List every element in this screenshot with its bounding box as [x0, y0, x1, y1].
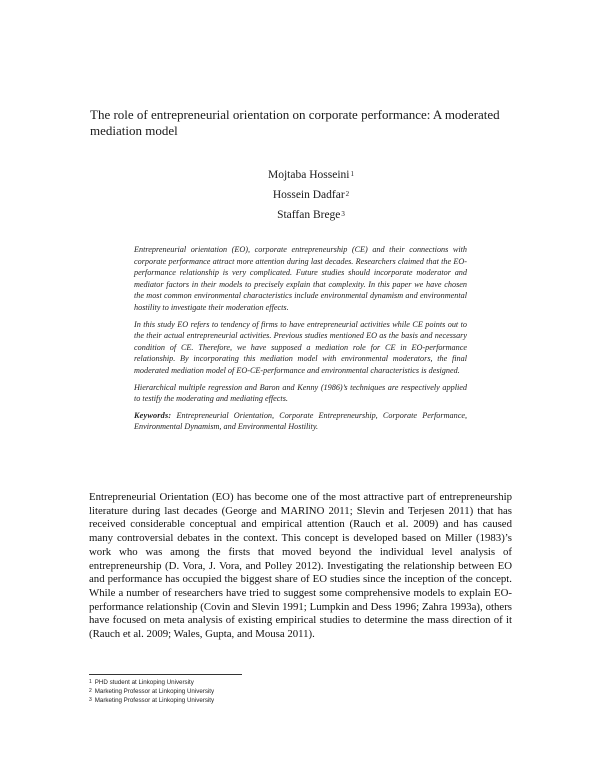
- footnote-text: PHD student at Linkoping University: [94, 679, 194, 686]
- abstract: [134, 244, 467, 438]
- keywords: [134, 410, 467, 433]
- footnote-text: Marketing Professor at Linkoping University: [94, 688, 215, 695]
- abstract-paragraph-3: Hierarchical multiple regression and Baron and Kenny (1986)’s techniques are respectively applied to testify the moderating and mediating effects.: [134, 382, 467, 404]
- footnote-mark: 3: [341, 210, 345, 218]
- footnotes: [89, 678, 389, 705]
- body-text: [89, 491, 512, 642]
- footnote-text: Marketing Professor at Linkoping University: [94, 697, 215, 704]
- footnote-3: [89, 696, 389, 705]
- footnote-mark: 1: [350, 170, 354, 178]
- author-2: [0, 185, 600, 205]
- footnote-mark: 2: [89, 688, 92, 694]
- paper-title: The role of entrepreneurial orientation on corporate performance: A moderated mediation model: [90, 107, 500, 138]
- body-paragraph: Entrepreneurial Orientation (EO) has become one of the most attractive part of entrepreneurship literature during last decades (George and MARINO 2011; Slevin and Terjesen 2011) that has received considerable conceptual and empirical attention (Rauch et al. 2009) and has caused many controversial debates in the context. This concept is developed based on Miller (1983)’s work who was among the firsts that moved beyond the individual level analysis of entrepreneurship (D. Vora, J. Vora, and Polley 2012). Investigating the relationship between EO and performance has occupied the biggest share of EO studies since the inception of the concept. While a number of researchers have tried to suggest some comprehensive models to explain EO-performance relationship (Covin and Slevin 1991; Lumpkin and Dess 1996; Zahra 1993a), others have focused on meta analysis of existing empirical studies to determine the mass direction of it (Rauch et al. 2009; Wales, Gupta, and Mousa 2011).: [89, 491, 512, 641]
- keywords-text: Entrepreneurial Orientation, Corporate Entrepreneurship, Corporate Performance, Environmental Dynamism, and Environmental Hostility.: [134, 410, 468, 432]
- footnote-mark: 2: [345, 190, 350, 198]
- footnote-mark: 1: [89, 679, 92, 685]
- keywords-label: Keywords:: [134, 410, 172, 420]
- footnote-mark: 3: [89, 697, 92, 703]
- footnote-1: [89, 678, 389, 687]
- author-list: [0, 165, 600, 225]
- author-1: [0, 165, 600, 185]
- abstract-paragraph-2: In this study EO refers to tendency of firms to have entrepreneurial activities while CE points out to the their actual entrepreneurial activities. Previous studies mentioned EO as the basis and necessary condition of CE. Therefore, we have supposed a mediation role for CE in EO-performance relationship. By incorporating this mediation model with environmental moderators, the final moderated mediation model of EO-CE-performance and environmental characteristics is designed.: [134, 319, 467, 375]
- abstract-paragraph-1: Entrepreneurial orientation (EO), corporate entrepreneurship (CE) and their connections with corporate performance attract more attention during last decades. Researchers claimed that the EO-performance relationship is very complicated. Future studies should incorporate moderator and mediator factors in their models to precisely explain that complexity. In this paper we have chosen the most common environmental characteristics include environmental dynamism and environmental hostility to investigate their moderation effects.: [134, 245, 467, 312]
- author-3: [0, 205, 600, 225]
- footnote-2: [89, 687, 389, 696]
- author-name: Hossein Dadfar: [272, 189, 345, 201]
- author-name: Mojtaba Hosseini: [268, 169, 350, 181]
- author-name: Staffan Brege: [277, 209, 341, 221]
- footnote-divider: [89, 674, 242, 675]
